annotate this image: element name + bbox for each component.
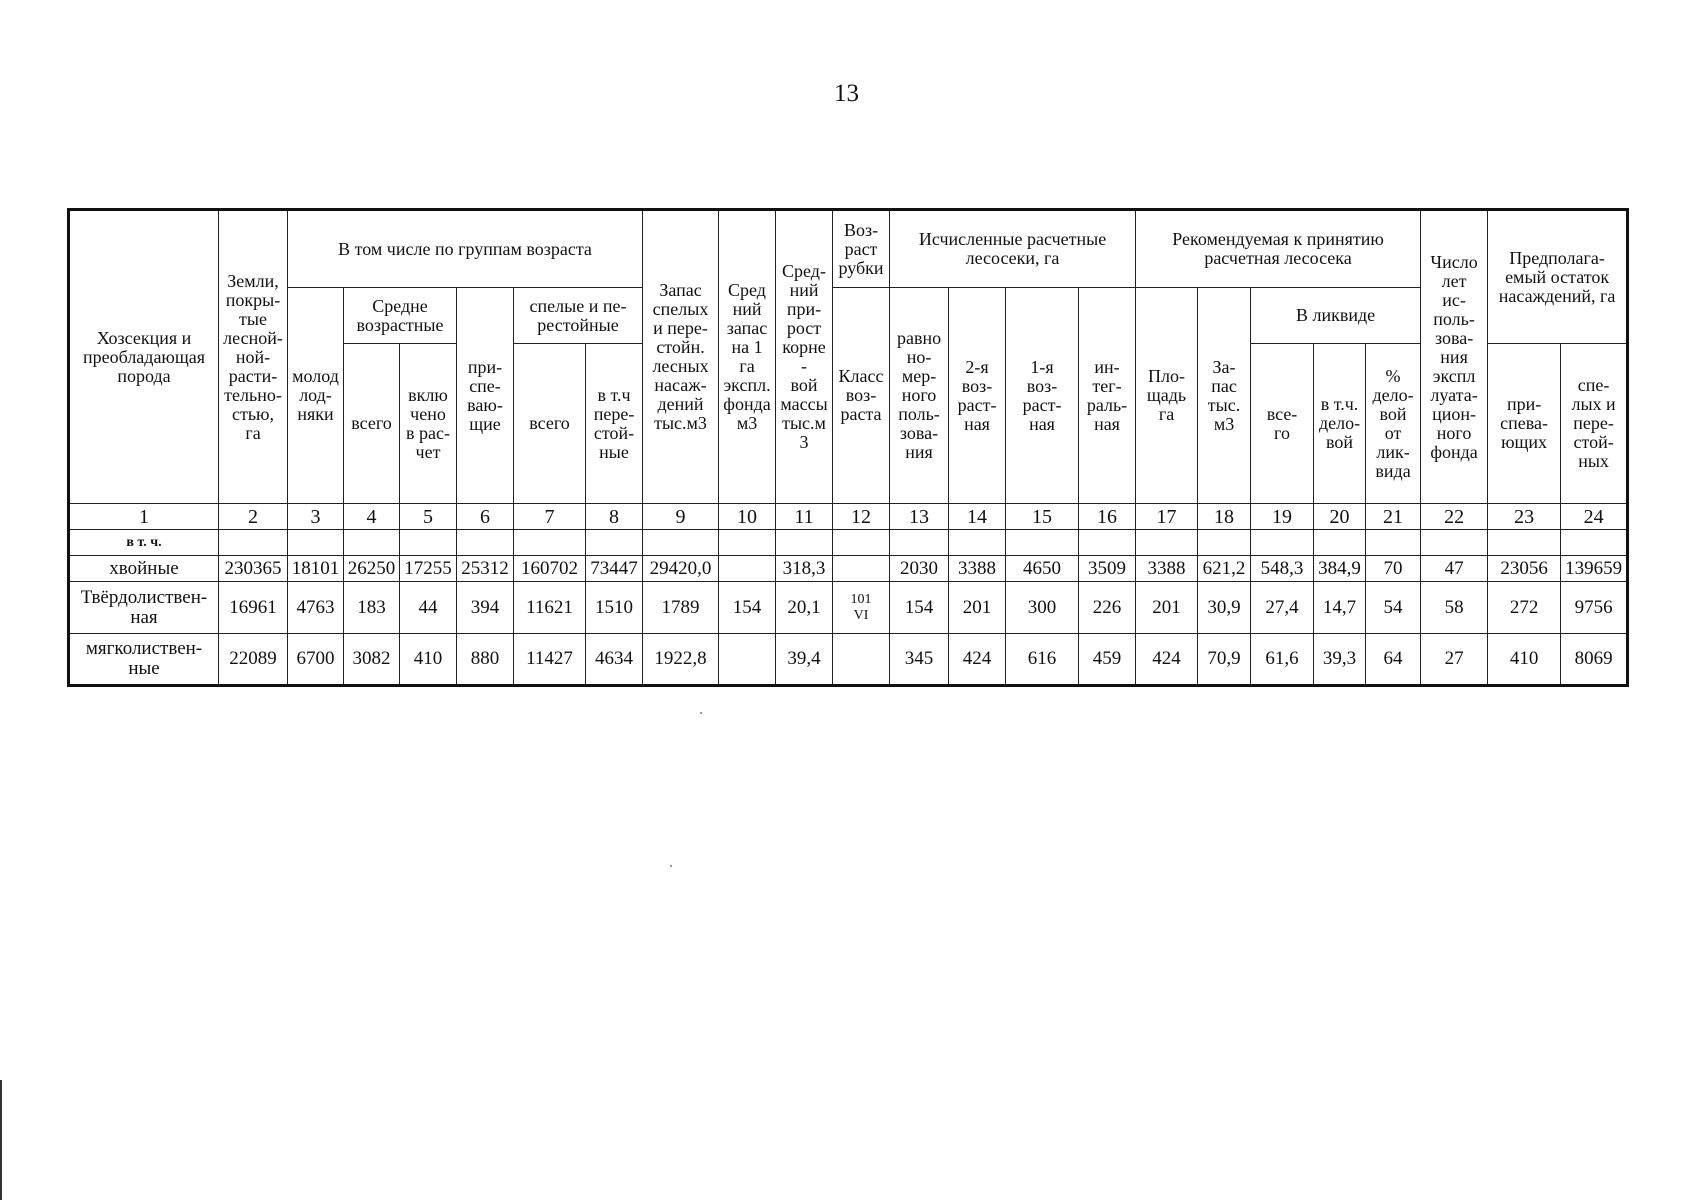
- table-cell: 394: [457, 582, 514, 634]
- table-cell: 384,9: [1314, 556, 1366, 582]
- empty-cell: [219, 530, 288, 556]
- table-cell: [833, 634, 890, 686]
- table-cell: 154: [890, 582, 949, 634]
- table-cell: 11427: [514, 634, 586, 686]
- header-sredne-vklyucheno: вклю чено в рас- чет: [400, 344, 457, 504]
- header-likvid-delovoy: в т.ч. дело- вой: [1314, 344, 1366, 504]
- header-klass-vozrasta: Класс воз- раста: [833, 288, 890, 504]
- table-cell: 272: [1488, 582, 1561, 634]
- table-cell: 4763: [288, 582, 344, 634]
- empty-cell: [1561, 530, 1628, 556]
- table-cell: 47: [1421, 556, 1488, 582]
- empty-cell: [1006, 530, 1079, 556]
- table-cell: 230365: [219, 556, 288, 582]
- header-likvid-vsego: все- го: [1251, 344, 1314, 504]
- empty-cell: [776, 530, 833, 556]
- column-number-cell: 23: [1488, 504, 1561, 530]
- header-hozsection: Хозсекция и преобладающая порода: [69, 210, 219, 504]
- table-cell: 621,2: [1198, 556, 1251, 582]
- header-spelye: спелые и пе- рестойные: [514, 288, 643, 344]
- column-number-cell: 12: [833, 504, 890, 530]
- table-cell: 459: [1079, 634, 1136, 686]
- empty-cell: [514, 530, 586, 556]
- table-cell: 1922,8: [643, 634, 719, 686]
- header-zemli: Земли, покры- тые лесной- ной- расти- тельно- стью, га: [219, 210, 288, 504]
- empty-cell: [288, 530, 344, 556]
- table-cell: 318,3: [776, 556, 833, 582]
- table-cell: 3388: [949, 556, 1006, 582]
- header-prispevayushchie: при- спе- ваю- щие: [457, 288, 514, 504]
- column-number-cell: 16: [1079, 504, 1136, 530]
- table-cell: 70: [1366, 556, 1421, 582]
- scan-edge-line: [0, 1080, 2, 1200]
- column-number-cell: 19: [1251, 504, 1314, 530]
- table-cell: 9756: [1561, 582, 1628, 634]
- column-number-cell: 8: [586, 504, 643, 530]
- table-cell: 201: [1136, 582, 1198, 634]
- header-spelye-vsego: всего: [514, 344, 586, 504]
- column-number-row: [69, 504, 1628, 530]
- table-cell: 26250: [344, 556, 400, 582]
- column-number-cell: 2: [219, 504, 288, 530]
- empty-cell: [643, 530, 719, 556]
- table-cell: 30,9: [1198, 582, 1251, 634]
- table-cell: 23056: [1488, 556, 1561, 582]
- table-cell: 345: [890, 634, 949, 686]
- column-number-cell: 11: [776, 504, 833, 530]
- table-cell: 2030: [890, 556, 949, 582]
- table-cell: [719, 556, 776, 582]
- column-number-cell: 20: [1314, 504, 1366, 530]
- table-cell: 410: [400, 634, 457, 686]
- header-ploshchad: Пло- щадь га: [1136, 288, 1198, 504]
- table-cell: 410: [1488, 634, 1561, 686]
- table-cell: 160702: [514, 556, 586, 582]
- subheading-row: [69, 530, 1628, 556]
- table-cell: 101 VI: [833, 582, 890, 634]
- table-cell: 70,9: [1198, 634, 1251, 686]
- page-number: 13: [834, 80, 859, 107]
- column-number-cell: 3: [288, 504, 344, 530]
- column-number-cell: 18: [1198, 504, 1251, 530]
- table-cell: 44: [400, 582, 457, 634]
- header-zapas-tys: За- пас тыс. м3: [1198, 288, 1251, 504]
- table-cell: 3509: [1079, 556, 1136, 582]
- column-number-cell: 7: [514, 504, 586, 530]
- table-cell: 1789: [643, 582, 719, 634]
- forest-fund-table: [67, 208, 1629, 687]
- table-cell: 17255: [400, 556, 457, 582]
- empty-cell: [1421, 530, 1488, 556]
- table-cell: 27,4: [1251, 582, 1314, 634]
- table-cell: 58: [1421, 582, 1488, 634]
- table-row: [69, 556, 1628, 582]
- table-cell: 27: [1421, 634, 1488, 686]
- table-cell: 22089: [219, 634, 288, 686]
- empty-cell: [1314, 530, 1366, 556]
- header-spelyh: спе- лых и пере- стой- ных: [1561, 344, 1628, 504]
- header-age-groups: В том числе по группам возраста: [288, 210, 643, 288]
- column-number-cell: 21: [1366, 504, 1421, 530]
- row-label: мягколиствен- ные: [69, 634, 219, 686]
- header-predpolagaemyy: Предполага- емый остаток насаждений, га: [1488, 210, 1628, 344]
- header-procent-delovoy: % дело- вой от лик- вида: [1366, 344, 1421, 504]
- table-cell: 20,1: [776, 582, 833, 634]
- table-cell: 3388: [1136, 556, 1198, 582]
- header-vozrast-rubki: Воз- раст рубки: [833, 210, 890, 288]
- table-cell: 16961: [219, 582, 288, 634]
- subheading-cell: в т. ч.: [69, 530, 219, 556]
- table-row: [69, 582, 1628, 634]
- row-label: хвойные: [69, 556, 219, 582]
- table-cell: 39,4: [776, 634, 833, 686]
- table-cell: 154: [719, 582, 776, 634]
- table-row: [69, 634, 1628, 686]
- header-prispevayushchih: при- спева- ющих: [1488, 344, 1561, 504]
- table-cell: 64: [1366, 634, 1421, 686]
- table-cell: 183: [344, 582, 400, 634]
- table-cell: 424: [1136, 634, 1198, 686]
- column-number-cell: 10: [719, 504, 776, 530]
- row-label: Твёрдолиствен- ная: [69, 582, 219, 634]
- table-cell: 14,7: [1314, 582, 1366, 634]
- table-cell: 18101: [288, 556, 344, 582]
- column-number-cell: 13: [890, 504, 949, 530]
- header-spelye-vtch: в т.ч пере- стой- ные: [586, 344, 643, 504]
- scan-speck: [700, 712, 702, 714]
- table-cell: [719, 634, 776, 686]
- table-cell: 201: [949, 582, 1006, 634]
- table-cell: 3082: [344, 634, 400, 686]
- header-vtoraya-vozrastnaya: 2-я воз- раст- ная: [949, 288, 1006, 504]
- empty-cell: [586, 530, 643, 556]
- table-cell: 1510: [586, 582, 643, 634]
- column-number-cell: 5: [400, 504, 457, 530]
- empty-cell: [1079, 530, 1136, 556]
- table-cell: 29420,0: [643, 556, 719, 582]
- table-cell: 4650: [1006, 556, 1079, 582]
- empty-cell: [1136, 530, 1198, 556]
- table-cell: 424: [949, 634, 1006, 686]
- empty-cell: [400, 530, 457, 556]
- header-sredniy-zapas: Сред ний запас на 1 га экспл. фонда м3: [719, 210, 776, 504]
- table-cell: 11621: [514, 582, 586, 634]
- column-number-cell: 6: [457, 504, 514, 530]
- table-cell: 548,3: [1251, 556, 1314, 582]
- empty-cell: [719, 530, 776, 556]
- header-chislo-let: Число лет ис- поль- зова- ния экспл луата- цион- ного фонда: [1421, 210, 1488, 504]
- column-number-cell: 22: [1421, 504, 1488, 530]
- empty-cell: [1366, 530, 1421, 556]
- column-number-cell: 15: [1006, 504, 1079, 530]
- header-sredniy-prirost: Сред- ний при- рост корне - вой массы тыс.м 3: [776, 210, 833, 504]
- column-number-cell: 4: [344, 504, 400, 530]
- table-cell: 4634: [586, 634, 643, 686]
- header-sredne-vsego: всего: [344, 344, 400, 504]
- empty-cell: [833, 530, 890, 556]
- table-cell: 73447: [586, 556, 643, 582]
- header-molodnyaki: молод лод- няки: [288, 288, 344, 504]
- header-rekomenduemaya: Рекомендуемая к принятию расчетная лесосека: [1136, 210, 1421, 288]
- empty-cell: [949, 530, 1006, 556]
- empty-cell: [457, 530, 514, 556]
- table-cell: 880: [457, 634, 514, 686]
- empty-cell: [1488, 530, 1561, 556]
- table-cell: 616: [1006, 634, 1079, 686]
- empty-cell: [890, 530, 949, 556]
- table-cell: [833, 556, 890, 582]
- header-pervaya-vozrastnaya: 1-я воз- раст- ная: [1006, 288, 1079, 504]
- table-cell: 39,3: [1314, 634, 1366, 686]
- column-number-cell: 9: [643, 504, 719, 530]
- column-number-cell: 17: [1136, 504, 1198, 530]
- table-cell: 300: [1006, 582, 1079, 634]
- column-number-cell: 24: [1561, 504, 1628, 530]
- scan-speck: [670, 865, 672, 867]
- header-zapas: Запас спелых и пере- стойн. лесных насаж- дений тыс.м3: [643, 210, 719, 504]
- table-cell: 54: [1366, 582, 1421, 634]
- column-number-cell: 14: [949, 504, 1006, 530]
- empty-cell: [344, 530, 400, 556]
- header-integralnaya: ин- тег- раль- ная: [1079, 288, 1136, 504]
- table-cell: 139659: [1561, 556, 1628, 582]
- table-cell: 8069: [1561, 634, 1628, 686]
- empty-cell: [1198, 530, 1251, 556]
- table-cell: 61,6: [1251, 634, 1314, 686]
- empty-cell: [1251, 530, 1314, 556]
- table-cell: 6700: [288, 634, 344, 686]
- header-ravnomernogo: равно но- мер- ного поль- зова- ния: [890, 288, 949, 504]
- header-ischislennye: Исчисленные расчетные лесосеки, га: [890, 210, 1136, 288]
- header-sredne: Средне возрастные: [344, 288, 457, 344]
- table-cell: 25312: [457, 556, 514, 582]
- column-number-cell: 1: [69, 504, 219, 530]
- header-v-likvide: В ликвиде: [1251, 288, 1421, 344]
- table-cell: 226: [1079, 582, 1136, 634]
